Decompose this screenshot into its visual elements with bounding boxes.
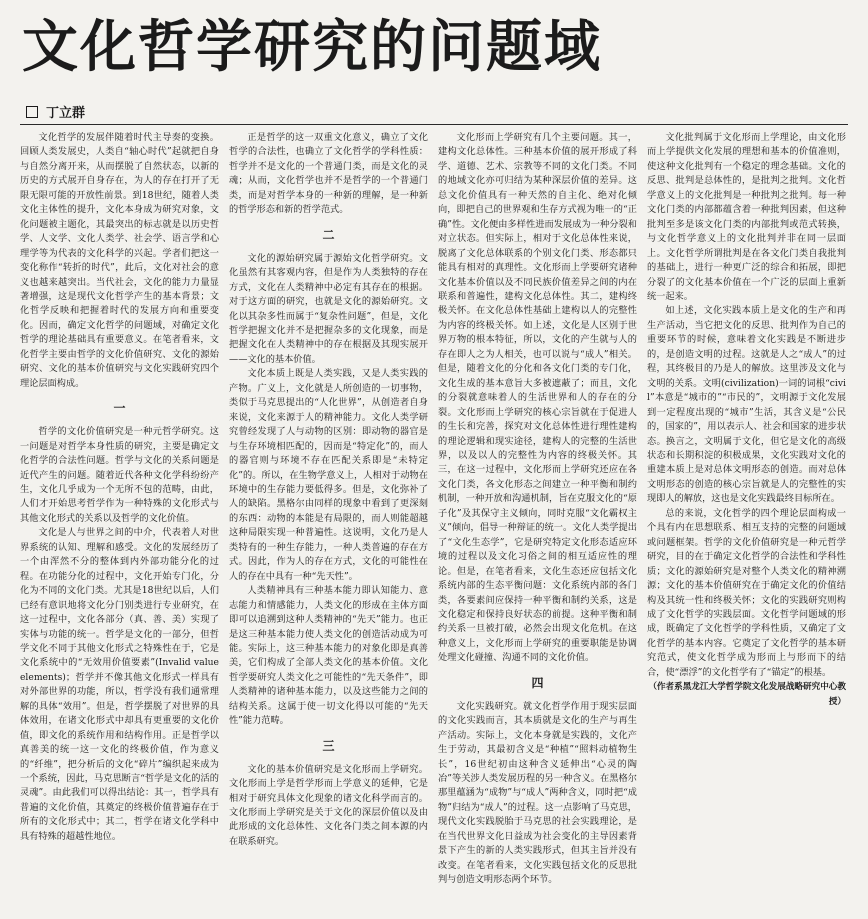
paragraph: 如上述，文化实践本质上是文化的生产和再生产活动，当它把文化的反思、批判作为自己的重要环节的时候，意味着文化实践是不断进步的，是创造文明的过程。这就是人之“成人”的过程，其终极目的乃是人的解放。这里涉及文化与文明的关系。文明(civilization)一词的词根“civil”本意是“城市的”“市民的”，文明源于文化发展到一定程度出现的“城市”生活，其含义是“公民的，国家的”，用以表示人、社会和国家的进步状态。换言之，文明属于文化，但它是文化的高级状态和长期积淀的积极成果，文化实践对文化的重建本质上是对总体文明形态的创造。而对总体文明形态的创造的核心宗旨就是人的完整性的实现即人的解放，这也是文化实践最终目标所在。 xyxy=(647,305,846,505)
column-2 xyxy=(229,131,428,911)
byline xyxy=(26,102,85,121)
paragraph: 人类精神具有三种基本能力即认知能力、意志能力和情感能力，人类文化的形成在主体方面即可以追溯到这种人类精神的“先天”能力。也正是这三种基本能力使人类文化的创造活动成为可能。实际上，这三种基本能力的对象化即是真善美，它们构成了全部人类文化的基本价值。文化哲学要研究人类文化之可能性的“先天条件”，即人类精神的诸种基本能力，以及这些能力之间的结构关系。这属于使一切文化得以可能的“先天性”能力范畴。 xyxy=(229,585,428,727)
paragraph: 文化实践研究。就文化哲学作用于现实层面的文化实践而言，其本质就是文化的生产与再生产活动。实际上，文化本身就是实践的，文化产生于劳动，其最初含义是“种植”“照料动植物生长”，16世纪初由这种含义延伸出“心灵的陶冶”等关涉人类发展历程的另一种含义。在黑格尔那里蕴涵为“成物”与“成人”两种含义，同时把“成物”归结为“成人”的过程。这一点影响了马克思，现代文化实践脱胎于马克思的社会实践理论，是在当代世界文化日益成为社会变化的主导因素背景下产生的新的人类实践形式，但其主旨并没有改变。在笔者看来，文化实践包括文化的反思批判与创造文明形态两个环节。 xyxy=(438,700,637,886)
paragraph: 文化是人与世界之间的中介，代表着人对世界系统的认知、理解和感受。文化的发展经历了一个由浑然不分的整体到内外部功能分化的过程。在功能分化的过程中，文化开始专门化，分化为不同的文化门类。尤其是18世纪以后，人们已经有意识地将文化分门别类进行专业研究，在这一过程中，文化各部分（真、善、美）实现了实体与功能的统一。哲学是文化的一部分，但哲学文化不同于其他文化形式之特殊性在于，它是文化系统中的“无效用价值要素”(Invalid value elements)；哲学并不像其他文化形式一样具有对外部世界的功能，所以，哲学没有我们通常理解的具体“效用”。但是，哲学摆脱了对世界的具体效用，在诸文化形式中却具有更重要的文化价值，即文化的系统作用和结构作用。正是哲学以真善美的统一这一文化的终极价值，作为意义的“纤维”，把分析后的文化“碎片”编织起来成为一个系统，因此，马克思断言“哲学是文化的活的灵魂”。由此我们可以得出结论：其一，哲学具有普遍的文化价值，其奠定的终极价值普遍存在于所有的文化形式中；其二，哲学在诸文化学科中具有特殊的超越性地位。 xyxy=(20,527,219,842)
paragraph: 总的来说，文化哲学的四个理论层面构成一个具有内在思想联系、相互支持的完整的问题域或问题框架。哲学的文化价值研究是一种元哲学研究，目的在于确定文化哲学的合法性和学科性质；文化的源始研究是对整个人类文化的精神溯源；文化的基本价值研究在于确定文化的价值结构及其统一性和终极关怀；文化的实践研究则构成了文化哲学的实践层面。文化哲学问题域的形成，既确定了文化哲学的学科性质，又确定了文化哲学的基本内容。它奠定了文化哲学的基本研究范式，使文化哲学成为形而上与形而下的结合，使“漂浮”的文化哲学有了“锚定”的根基。 xyxy=(647,507,846,678)
section-heading-1: 一 xyxy=(113,401,126,416)
paragraph: 文化的基本价值研究是文化形而上学研究。文化形而上学是哲学形而上学意义的延伸，它是相对于研究具体文化现象的诸文化科学而言的。文化形而上学研究是关于文化的深层价值以及由此形成的文化总体性、文化各门类之间本源的内在联系研究。 xyxy=(229,763,428,847)
paragraph: 文化本质上既是人类实践，又是人类实践的产物。广义上，文化就是人所创造的一切事物，类似于马克思提出的“人化世界”，从创造者自身来说，文化来源于人的精神能力。文化人类学研究曾经发现了人与动物的区别：即动物的器官是与生存环境相匹配的，因而是“特定化”的，而人的器官则与环境不存在匹配关系即是“未特定化”的。所以，在生物学意义上，人相对于动物在环境中的生存能力要低得多。但是，文化弥补了人的缺陷。黑格尔由同样的现象中看到了更深刻的东西：动物的本能是有局限的，而人则能超越这种局限实现一种普遍性。这说明，文化乃是人类特有的一种生存能力，一种人类普遍的存在方式。因此，作为人的存在方式，文化的可能性在人的存在中具有一种“先天性”。 xyxy=(229,368,428,582)
paragraph: 文化哲学的发展伴随着时代主导奏的变换。回顾人类发展史，人类自“轴心时代”起就把自身与自然分离开来，从而摆脱了自然状态，以新的历史的方式展开自身存在，为人的存在打开了无限无限可能的开放性前景。到18世纪，随着人类文化主体性的提升，文化本身成为研究对象，文化问题被主题化，其最突出的标志就是以历史哲学、人文学、文化人类学、社会学、语言学和心理学等为代表的文化科学的兴起。学者们把这一变化称作“转折的时代”，此后，文化对社会的意义也越来越突出。当代社会，文化的能力力量显著增强，这是现代文化哲学产生的基本背景；文化哲学反映和把握着时代的发展方向和重要变化。因而，确定文化哲学的问题域，对确定文化哲学的理论基础具有重要意义。在笔者看来，文化哲学主要由哲学的文化价值研究、文化的源始研究、文化的基本价值研究与文化实践研究四个理论层面构成。 xyxy=(20,132,219,389)
section-heading-3: 三 xyxy=(322,738,335,753)
author-affiliation: （作者系黑龙江大学哲学院文化发展战略研究中心教授） xyxy=(648,682,846,707)
section-heading-4: 四 xyxy=(531,675,544,690)
author-name: 丁立群 xyxy=(46,106,86,121)
paragraph: 文化的源始研究属于源始文化哲学研究。文化虽然有其客观内容，但是作为人类独特的存在方式，文化在人类精神中必定有其存在的根据。对于这方面的研究，也就是文化的源始研究。文化以其杂多性而属于“复杂性问题”，但是，文化哲学把握文化并不是把握杂多的文化现象，而是把握文化在人类精神中的存在根据及其现实展开——文化的基本价值。 xyxy=(229,252,428,365)
section-heading-2: 二 xyxy=(322,227,335,242)
paragraph: 文化批判属于文化形而上学理论，由文化形而上学提供文化发展的理想和基本的价值准则，使这种文化批判有一个稳定的理念基础。文化的反思、批判是总体性的，是批判之批判。文化哲学意义上的文化批判是一种批判之批判。每一种文化门类的内部都蕴含着一种批判因素，但这种批判至多是该文化门类的内部批判或范式转换，与文化哲学意义上的文化批判并非在同一层面上。文化哲学所谓批判是在各文化门类自我批判的基础上，进行一种更广泛的综合和拓展，即把分裂了的文化基本价值在一个广泛的层面上重新统一起来。 xyxy=(647,132,846,302)
column-4 xyxy=(647,131,846,911)
article-title: 文化哲学研究的问题域 xyxy=(22,15,602,80)
article-body xyxy=(20,131,846,911)
column-3 xyxy=(438,131,637,911)
square-icon xyxy=(26,106,38,118)
paragraph: 哲学的文化价值研究是一种元哲学研究。这一问题是对哲学本身性质的研究，主要是确定文化哲学的合法性问题。哲学与文化的关系问题是近代产生的问题。随着近代各种文化学科纷纷产生，文化几乎成为一个无所不包的范畴，由此，人们才开始思考哲学作为一种特殊的文化形式与其他文化形式的关系以及哲学的文化价值。 xyxy=(20,426,219,524)
paragraph: 正是哲学的这一双重文化意义，确立了文化哲学的合法性，也确立了文化哲学的学科性质：哲学并不是文化的一个普通门类，而是文化的灵魂；从而，文化哲学也并不是哲学的一个普通门类，而是对哲学本身的一种新的理解，是一种新的哲学形态和新的哲学范式。 xyxy=(229,132,428,216)
paragraph: 文化形而上学研究有几个主要问题。其一，建构文化总体性。三种基本价值的展开形成了科学、道德、艺术、宗教等不同的文化门类。不同的地域文化亦可归结为某种深层价值的差异。这总文化价值具有一种天然的自主化、绝对化倾向，即把自己的世界观和生存方式视为唯一的“正确”性。文化便由多样性进而发展成为一种分裂和对立状态。但实际上，相对于文化总体性来说，脱离了文化总体联系的个别文化门类、形态都只能具有相对的真理性。文化形而上学要研究诸种文化基本价值以及不同民族价值差异之间的内在联系和普遍性，建构文化总体性。其二，建构终极关怀。在文化总体性基础上建构以人的完整性为内容的终极关怀。如上述，文化是人区别于世界万物的根本特征，所以，文化的产生就与人的存在即人之为人相关，也可以说与“成人”相关。但是，随着文化的分化和各文化门类的专门化，文化生成的基本意旨大多被遮蔽了；而且，文化的分裂就意味着人的生活世界和人的存在的分裂。文化形而上学研究的核心宗旨就在于促进人的生长和完善，探究对文化总体性进行理性建构的理论逻辑和现实途径，建构人的完整的生活世界，以及以人的完整性为内容的终极关怀。其三，在这一过程中，文化形而上学研究还应在各文化门类，各文化形态之间建立一种平衡和制约机制，一种开放和沟通机制，旨在克服文化的“原子化”及其保守主义倾向，同时克服“文化霸权主义”倾向，倡导一种辩证的统一。文化人类学提出了“文化生态学”，它是研究特定文化形态适应环境的过程以及文化习俗之间的相互适应性的理论。但是，在笔者看来，文化生态还应包括文化系统内部的生态平衡问题：文化系统内部的各门类，各要素间应保持一种平衡和制约关系，这是文化稳定和保持良好状态的前提。这种平衡和制约关系一旦被打破，必然会出现文化危机。在这种意义上，文化形而上学研究的重要职能是协调处理文化碰撞、沟通不同的文化价值。 xyxy=(438,132,637,664)
header-rule xyxy=(20,124,848,125)
column-1 xyxy=(20,131,219,911)
